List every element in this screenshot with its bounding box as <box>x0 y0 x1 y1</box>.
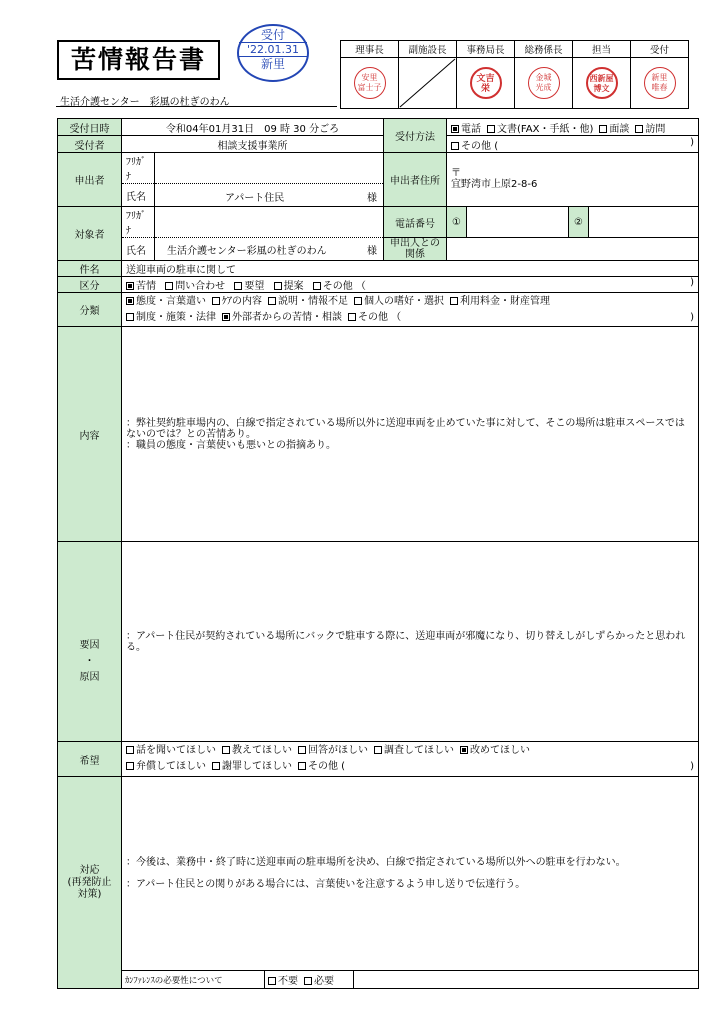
classification-row-2 <box>126 310 694 326</box>
address-label: 申出者住所 <box>384 153 447 207</box>
relation-field[interactable] <box>447 238 699 261</box>
wish-compensate[interactable] <box>126 761 206 772</box>
approval-table <box>340 40 689 109</box>
checkbox[interactable] <box>635 125 643 133</box>
category-options <box>122 277 699 293</box>
subject-name: 生活介護センター彩風の杜ぎのわん <box>167 246 327 257</box>
option-label: 文書(FAX・手紙・他) <box>497 123 594 135</box>
approval-cell-in-charge <box>573 58 631 109</box>
classification-row-1 <box>126 294 694 310</box>
option-label: 問い合わせ <box>175 281 226 292</box>
checkbox[interactable] <box>126 313 134 321</box>
stamp-label: 受付 <box>260 28 285 42</box>
name-label: 氏名 <box>122 184 155 207</box>
wish-teach[interactable] <box>222 745 292 756</box>
option-label: 面談 <box>609 123 630 135</box>
checkbox[interactable] <box>126 282 134 290</box>
checkbox[interactable] <box>126 297 134 305</box>
category-other[interactable] <box>313 281 366 292</box>
paren: ) <box>690 311 695 323</box>
class-attitude[interactable] <box>126 296 206 307</box>
applicant-furigana-field[interactable] <box>155 153 384 184</box>
role-in-charge: 担当 <box>573 41 631 58</box>
option-label: その他 ( <box>308 761 346 772</box>
seal-reception: 新里 唯春 <box>644 67 676 99</box>
wish-answer[interactable] <box>298 745 368 756</box>
reception-date-value: 令和04年01月31日 09 時 30 分ごろ <box>122 119 384 136</box>
phone-1-label: ① <box>447 207 467 238</box>
applicant-name: アパート住民 <box>225 193 285 204</box>
class-fees[interactable] <box>450 296 550 307</box>
honorific: 様 <box>367 246 378 257</box>
classification-options <box>122 293 699 327</box>
furigana-label: ﾌﾘｶﾞﾅ <box>122 207 155 238</box>
content-label: 内容 <box>58 327 122 542</box>
role-chairman: 理事長 <box>341 41 399 58</box>
checkbox[interactable] <box>451 142 459 150</box>
class-system[interactable] <box>126 312 216 323</box>
stamp-name: 新里 <box>260 57 285 71</box>
subject-name-field[interactable] <box>155 238 384 261</box>
option-label: 話を聞いてほしい <box>136 745 216 756</box>
conference-table <box>122 971 698 988</box>
receiver-value: 相談支援事業所 <box>122 136 384 153</box>
checkbox[interactable] <box>212 762 220 770</box>
response-text[interactable]: ：今後は、業務中・終了時に送迎車両の駐車場所を決め、白線で指定されている場所以外への駐車を行わない。 ：アパート住民との関りがある場合には、言葉使いを注意するよう申し送りで伝達行う。 <box>122 777 699 971</box>
phone-1-field[interactable] <box>467 207 569 238</box>
option-label: 調査してほしい <box>384 745 454 756</box>
approval-cell-vice-director <box>399 58 457 109</box>
wish-options <box>122 742 699 777</box>
wish-row-1 <box>126 743 694 759</box>
checkbox[interactable] <box>304 977 312 985</box>
checkbox[interactable] <box>212 297 220 305</box>
seal-secretary-general: 文吉 栄 <box>470 67 502 99</box>
method-option-phone[interactable] <box>451 124 481 135</box>
option-label: 訪問 <box>645 123 666 135</box>
honorific: 様 <box>367 193 378 204</box>
postal-mark: 〒 <box>451 167 462 179</box>
reception-stamp <box>237 24 309 82</box>
checkbox[interactable] <box>354 297 362 305</box>
conference-notes-field[interactable] <box>354 971 699 988</box>
category-label: 区分 <box>58 277 122 293</box>
role-vice-director: 副施設長 <box>399 41 457 58</box>
address-value: 宜野湾市上原2-8-6 <box>451 178 538 190</box>
option-label: 電話 <box>461 123 482 135</box>
category-complaint[interactable] <box>126 281 156 292</box>
option-label: 利用料金・財産管理 <box>460 295 550 307</box>
method-option-interview[interactable] <box>599 124 629 135</box>
option-label: 必要 <box>314 976 334 987</box>
method-label: 受付方法 <box>384 119 447 153</box>
subject-furigana-field[interactable] <box>155 207 384 238</box>
role-secretary-general: 事務局長 <box>457 41 515 58</box>
wish-listen[interactable] <box>126 745 216 756</box>
class-external[interactable] <box>222 312 342 323</box>
checkbox[interactable] <box>313 282 321 290</box>
wish-label: 希望 <box>58 742 122 777</box>
option-label: 謝罪してほしい <box>222 761 292 772</box>
facility-name: 生活介護センター 彩風の杜ぎのわん <box>60 97 230 108</box>
phone-label: 電話番号 <box>384 207 447 238</box>
cause-text[interactable]: ：アパート住民が契約されている場所にバックで駐車する際に、送迎車両が邪魔になり、切り替えしがしずらかったと思われる。 <box>122 542 699 742</box>
option-label: 提案 <box>283 281 304 292</box>
wish-other[interactable] <box>298 761 345 772</box>
checkbox[interactable] <box>348 313 356 321</box>
stamp-date: '22.01.31 <box>239 42 307 57</box>
category-request[interactable] <box>234 281 264 292</box>
option-label: 不要 <box>278 976 298 987</box>
wish-row-2 <box>126 759 694 775</box>
phone-2-field[interactable] <box>589 207 699 238</box>
phone-2-label: ② <box>569 207 589 238</box>
seal-in-charge: 西新屋 博文 <box>586 67 618 99</box>
approval-cell-general-affairs <box>515 58 573 109</box>
checkbox[interactable] <box>165 282 173 290</box>
checkbox[interactable] <box>274 282 282 290</box>
option-label: 態度・言葉遣い <box>136 295 206 307</box>
option-label: 教えてほしい <box>232 745 292 756</box>
checkbox[interactable] <box>487 125 495 133</box>
subject-label: 対象者 <box>58 207 122 261</box>
wish-investigate[interactable] <box>374 745 454 756</box>
relation-label: 申出人との 関係 <box>384 238 447 261</box>
checkbox[interactable] <box>451 125 459 133</box>
category-proposal[interactable] <box>274 281 304 292</box>
option-label: 個人の嗜好・選択 <box>364 295 444 307</box>
approval-cell-reception <box>631 58 689 109</box>
approval-cell-secretary-general <box>457 58 515 109</box>
checkbox[interactable] <box>450 297 458 305</box>
option-label: 説明・情報不足 <box>278 295 348 307</box>
wish-apology[interactable] <box>212 761 292 772</box>
receiver-label: 受付者 <box>58 136 122 153</box>
paren: ) <box>690 761 695 772</box>
conference-options <box>265 971 354 988</box>
checkbox[interactable] <box>374 746 382 754</box>
seal-general-affairs: 金城 光成 <box>528 67 560 99</box>
option-label: ｹｱの内容 <box>222 295 262 307</box>
slash-line <box>399 58 456 108</box>
applicant-label: 申出者 <box>58 153 122 207</box>
method-option-document[interactable] <box>487 124 593 135</box>
option-label: 弁償してほしい <box>136 761 206 772</box>
reception-date-label: 受付日時 <box>58 119 122 136</box>
seal-chairman: 安里 富士子 <box>354 67 386 99</box>
checkbox[interactable] <box>460 746 468 754</box>
conference-needed[interactable] <box>304 976 334 987</box>
option-label: 要望 <box>244 281 265 292</box>
checkbox[interactable] <box>298 762 306 770</box>
role-general-affairs: 総務係長 <box>515 41 573 58</box>
option-label: 回答がほしい <box>308 745 368 756</box>
conference-not-needed[interactable] <box>268 976 298 987</box>
checkbox[interactable] <box>298 746 306 754</box>
case-value: 送迎車両の駐車に関して <box>122 261 699 277</box>
method-option-visit[interactable] <box>635 124 665 135</box>
checkbox[interactable] <box>268 297 276 305</box>
report-form <box>57 118 699 989</box>
option-label: その他 ( <box>461 140 499 152</box>
option-label: 苦情 <box>136 281 156 292</box>
checkbox[interactable] <box>599 125 607 133</box>
role-reception: 受付 <box>631 41 689 58</box>
method-other[interactable] <box>447 136 699 153</box>
class-preference[interactable] <box>354 296 444 307</box>
wish-improve[interactable] <box>460 745 530 756</box>
paren: ) <box>690 277 695 288</box>
case-label: 件名 <box>58 261 122 277</box>
conference-row <box>122 971 699 989</box>
conference-label: ｶﾝﾌｧﾚﾝｽの必要性について <box>122 971 265 988</box>
option-label: その他 （ <box>358 311 402 323</box>
content-text[interactable]: ：弊社契約駐車場内の、白線で指定されている場所以外に送迎車両を止めていた事に対して、そこの場所は駐車スペースではないのでは？との苦情あり。 ：職員の態度・言葉使いも悪いとの指摘あり。 <box>122 327 699 542</box>
page-title: 苦情報告書 <box>57 40 220 80</box>
checkbox[interactable] <box>126 746 134 754</box>
paren: ) <box>690 136 695 148</box>
checkbox[interactable] <box>222 746 230 754</box>
address-field[interactable] <box>447 153 699 207</box>
applicant-name-field[interactable] <box>155 184 384 207</box>
class-explanation[interactable] <box>268 296 348 307</box>
checkbox[interactable] <box>126 762 134 770</box>
checkbox[interactable] <box>234 282 242 290</box>
option-label: 改めてほしい <box>470 745 530 756</box>
checkbox[interactable] <box>268 977 276 985</box>
option-label: その他 （ <box>322 281 366 292</box>
divider <box>56 106 337 107</box>
classification-label: 分類 <box>58 293 122 327</box>
class-care[interactable] <box>212 296 262 307</box>
class-other[interactable] <box>348 312 401 323</box>
category-inquiry[interactable] <box>165 281 225 292</box>
method-options <box>447 119 699 136</box>
option-label: 制度・施策・法律 <box>136 311 216 323</box>
furigana-label: ﾌﾘｶﾞﾅ <box>122 153 155 184</box>
response-label: 対応 (再発防止 対策) <box>58 777 122 989</box>
checkbox[interactable] <box>222 313 230 321</box>
approval-cell-chairman <box>341 58 399 109</box>
option-label: 外部者からの苦情・相談 <box>232 311 342 323</box>
cause-label: 要因 ・ 原因 <box>58 542 122 742</box>
name-label: 氏名 <box>122 238 155 261</box>
